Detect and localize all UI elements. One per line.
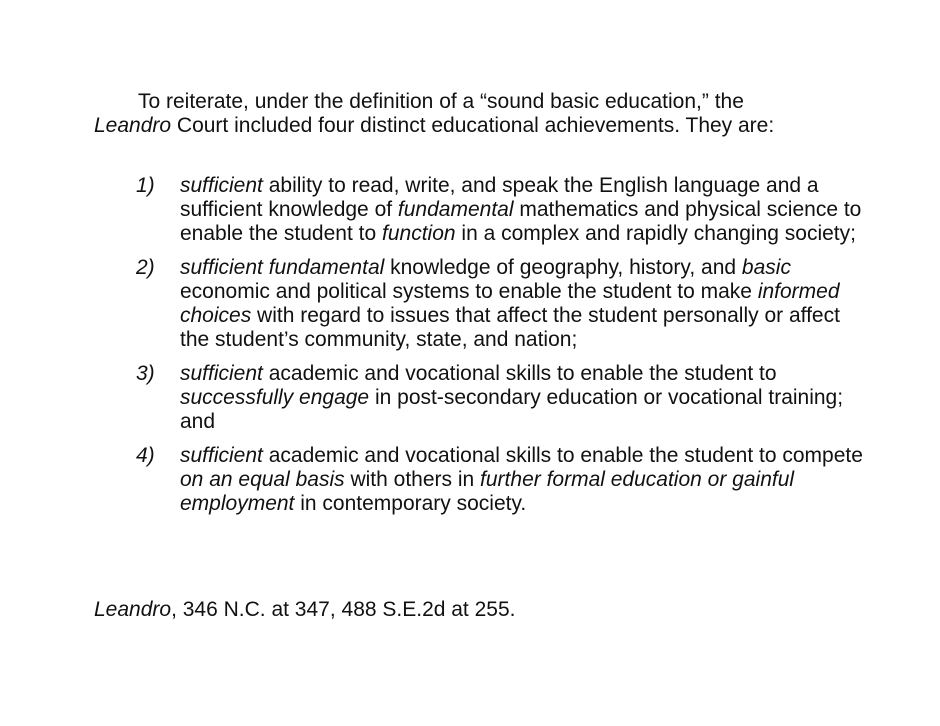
- achievement-item-1: [136, 174, 866, 246]
- citation-case-name: Leandro: [94, 598, 172, 621]
- achievement-item-2: [136, 256, 866, 352]
- intro-paragraph: [94, 90, 854, 138]
- emphasized-text: function: [382, 222, 456, 245]
- emphasized-text: sufficient: [180, 174, 263, 197]
- item-text: [180, 362, 843, 433]
- item-number: 3): [136, 362, 155, 385]
- item-number: 4): [136, 444, 155, 467]
- emphasized-text: sufficient: [180, 444, 263, 467]
- emphasized-text: fundamental: [397, 198, 514, 221]
- citation: [94, 598, 515, 622]
- emphasized-text: further formal education or gainful employment: [180, 468, 795, 515]
- text-run: with others in: [344, 468, 481, 491]
- text-run: academic and vocational skills to enable the student to: [262, 362, 777, 385]
- text-run: knowledge of geography, history, and: [384, 256, 742, 279]
- text-run: ability to read, write, and speak the English language and a sufficient knowledge of: [180, 174, 819, 221]
- intro-line-1: To reiterate, under the definition of a “sound basic education,” the: [138, 90, 744, 113]
- text-run: in contemporary society.: [294, 492, 527, 515]
- item-number: 1): [136, 174, 155, 197]
- item-number: 2): [136, 256, 155, 279]
- text-run: with regard to issues that affect the student personally or affect the student’s community, state, and nation;: [180, 304, 840, 351]
- emphasized-text: on an equal basis: [180, 468, 345, 491]
- item-text: [180, 174, 861, 245]
- emphasized-text: basic: [741, 256, 791, 279]
- achievements-list: [136, 174, 866, 526]
- item-text: [180, 444, 863, 515]
- intro-case-name: Leandro: [94, 114, 172, 137]
- achievement-item-3: [136, 362, 866, 434]
- text-run: academic and vocational skills to enable the student to compete: [262, 444, 863, 467]
- text-run: in post-secondary education or vocational training; and: [180, 386, 844, 433]
- citation-reference: , 346 N.C. at 347, 488 S.E.2d at 255.: [171, 598, 516, 621]
- emphasized-text: successfully engage: [180, 386, 370, 409]
- text-run: mathematics and physical science to enable the student to: [180, 198, 862, 245]
- emphasized-text: informed choices: [180, 280, 840, 327]
- text-run: in a complex and rapidly changing society;: [455, 222, 856, 245]
- emphasized-text: sufficient fundamental: [180, 256, 385, 279]
- item-text: [180, 256, 840, 351]
- achievement-item-4: [136, 444, 866, 516]
- emphasized-text: sufficient: [180, 362, 263, 385]
- text-run: economic and political systems to enable the student to make: [180, 280, 758, 303]
- intro-line-2: Court included four distinct educational achievements. They are:: [171, 114, 775, 137]
